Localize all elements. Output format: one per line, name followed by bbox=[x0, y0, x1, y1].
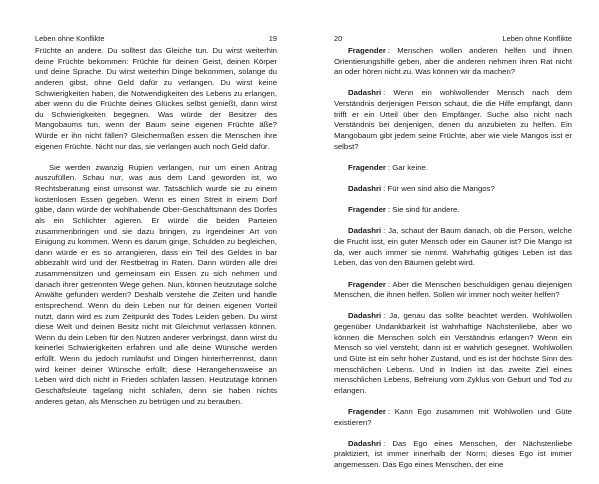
speaker-name: Dadashri bbox=[348, 88, 382, 98]
right-running-title: Leben ohne Konflikte bbox=[502, 34, 572, 43]
speaker-name: Dadashri bbox=[348, 226, 382, 236]
left-running-title: Leben ohne Konflikte bbox=[35, 34, 105, 43]
dialogue-text: Das Ego eines Menschen, der Nächstenliebe praktiziert, ist immer innerhalb der Norm; dieses Ego ist immer angemessen. Das Ego eines Menschen, der eine bbox=[334, 438, 572, 470]
dialogue-line: Fragender : Menschen wollen anderen helfen und ihnen Orientierungshilfe geben, aber die anderen nehmen ihren Rat nicht an oder hören nicht zu. Was können wir da machen? bbox=[334, 46, 572, 77]
left-page-body bbox=[35, 46, 277, 407]
dialogue-line: Dadashri : Wenn ein wohlwollender Mensch nach dem Verständnis derjenigen Person schaut, die die Hilfe empfängt, dann trifft er ein Urteil über den Empfänger. Suche also nicht nach Verständnis bei denjenigen, denen du anzubieten zu helfen. Ein Mangobaum gibt jedem seine Früchte, aber wie viele Mangos isst er selbst? bbox=[334, 88, 572, 151]
dialogue-text: Sie sind für andere. bbox=[392, 205, 460, 215]
left-paragraph-2: Sie werden zwanzig Rupien verlangen, nur um einen Antrag auszufüllen. Schau nur, was aus dem Land geworden ist, wo Rechtsberatung einst umsonst war. Tatsächlich wurde sie zu einem kostenlosen Essen gegeben. Wenn es einen Streit in einem Dorf gäbe, dann würde der wohlhabende Ober-Geschäftsmann des Dorfes als ein Schlichter agieren. Er würde die beiden Parteien zusammenbringen und sie dazu bringen, zu irgendeiner Art von Einigung zu kommen. Wenn es darum ginge, Schulden zu begleichen, dann würde er es so arrangieren, dass ein Teil des Geldes in bar abbezahlt wird und der Restbetrag in Raten. Dann würden alle drei zusammensitzen und gemeinsam ein Essen zu sich nehmen und danach ihrer getrennten Wege gehen. Nun, können heutzutage solche Anwälte gefunden werden? Deshalb verstehe die Zeiten und handle entsprechend. Wenn du dein Leben nur für deinen eigenen Vorteil nutzt, dann wird es zum Zeitpunkt des Todes Leiden geben. Du wirst diese Welt und deinen Besitz nicht mit Gleichmut verlassen können. Wenn du dein Leben für den Nutzen anderer verbringst, dann wirst du keinerlei Schwierigkeiten erfahren und alle deine Wünsche werden erfüllt. Wenn du jedoch rumläufst und Dingen hinterherrennst, dann wird keiner deiner Wünsche erfüllt; diese Herangehensweise an Leben wird dich nicht in Frieden schlafen lassen. Heutzutage können Geschäftsleute tagelang nicht schlafen, denn sie haben nichts anderes getan, als Menschen zu betrügen und zu berauben. bbox=[35, 162, 277, 406]
dialogue-text: Ja, genau das sollte beachtet werden. Wohlwollen gegenüber Undankbarkeit ist wahrhaftige Nächstenliebe, aber wo können die Menschen solch ein Verständnis erlangen? Wenn ein Mensch so viel versteht, dann ist er wahrlich gesegnet. Wohlwollen und Güte ist ein sehr hoher Zustand, und es ist der höchste Sinn des menschlichen Lebens. Und in Indien ist das zweite Ziel eines menschlichen Lebens, Befreiung vom Zyklus von Geburt und Tod zu erlangen. bbox=[334, 311, 572, 395]
dialogue-line: Dadashri : Ja, schaut der Baum danach, ob die Person, welche die Frucht isst, ein guter Mensch oder ein Gauner ist? Die Mango ist da, wer auch immer sie nimmt. Wahrhaftig gütiges Leben ist das Leben, das von den Bäumen gelebt wird. bbox=[334, 226, 573, 268]
speaker-name: Dadashri bbox=[348, 311, 382, 321]
right-page bbox=[299, 0, 599, 484]
dialogue-line: Fragender : Aber die Menschen beschuldigen genau diejenigen Menschen, die ihnen helfen. Sollen wir immer noch weiter helfen? bbox=[334, 279, 572, 300]
speaker-name: Fragender bbox=[348, 407, 386, 416]
dialogue-text: Wenn ein wohlwollender Mensch nach dem Verständnis derjenigen Person schaut, die die Hilfe empfängt, dann trifft er ein Urteil über den Empfänger. Suche also nicht nach Verständnis bei denjenigen, denen du anzubieten zu helfen. Ein Mangobaum gibt jedem seine Früchte, aber wie viele Mangos isst er selbst? bbox=[334, 88, 572, 151]
dialogue-line: Fragender : Gar keine. bbox=[348, 162, 428, 172]
dialogue-line: Dadashri : Ja, genau das sollte beachtet werden. Wohlwollen gegenüber Undankbarkeit ist wahrhaftige Nächstenliebe, aber wo können die Menschen solch ein Verständnis erlangen? Wenn ein Mensch so viel versteht, dann ist er wahrlich gesegnet. Wohlwollen und Güte ist ein sehr hoher Zustand, und es ist der höchste Sinn des menschlichen Lebens. Und in Indien ist das zweite Ziel eines menschlichen Lebens, Befreiung vom Zyklus von Geburt und Tod zu erlangen. bbox=[334, 311, 572, 395]
dialogue-line: Dadashri : Das Ego eines Menschen, der Nächstenliebe praktiziert, ist immer innerhalb der Norm; dieses Ego ist immer angemessen. Das Ego eines Menschen, der eine bbox=[334, 438, 572, 470]
left-paragraph-1: Früchte an andere. Du solltest das Gleiche tun. Du wirst weiterhin deine Früchte bekommen: Früchte für deinen Geist, deinen Körper und deine Sprache. Du wirst weiterhin Dinge bekommen, solange du anderen gibst, ohne Geld dafür zu verlangen. Du wirst keine Schwierigkeiten haben, die Notwendigkeiten des Lebens zu erlangen, aber wenn du die Früchte deines Glückes selbst genießt, dann wirst du Schwierigkeiten begegnen. Was würde der Besitzer des Mangobaums tun, wenn der Baum seine eigenen Früchte äße? Würde er ihn nicht fällen? Gleichermaßen essen die Menschen ihre eigenen Früchte. Nicht nur das, sie verlangen auch noch Geld dafür. bbox=[35, 46, 277, 151]
dialogue-line: Fragender : Sie sind für andere. bbox=[348, 205, 460, 215]
dialogue-text: Ja, schaut der Baum danach, ob die Person, welche die Frucht isst, ein guter Mensch oder ein Gauner ist? Die Mango ist da, wer auch immer sie nimmt. Wahrhaftig gütiges Leben ist das Leben, das von den Bäumen gelebt wird. bbox=[334, 226, 573, 268]
dialogue-text: Für wen sind also die Mangos? bbox=[387, 184, 495, 194]
speaker-name: Dadashri bbox=[348, 438, 382, 448]
left-page-number: 19 bbox=[268, 34, 277, 43]
dialogue-line: Dadashri : Für wen sind also die Mangos? bbox=[348, 184, 495, 194]
dialogue-text: Menschen wollen anderen helfen und ihnen Orientierungshilfe geben, aber die anderen nehmen ihren Rat nicht an oder hören nicht zu. Was können wir da machen? bbox=[334, 46, 572, 77]
speaker-name: Fragender bbox=[348, 279, 386, 289]
right-running-head bbox=[334, 34, 572, 45]
speaker-name: Fragender bbox=[348, 46, 386, 55]
right-page-body bbox=[334, 46, 572, 471]
dialogue-line: Fragender : Kann Ego zusammen mit Wohlwollen und Güte existieren? bbox=[334, 407, 572, 427]
dialogue-text: Gar keine. bbox=[392, 162, 428, 172]
right-page-number: 20 bbox=[334, 34, 343, 43]
speaker-name: Dadashri bbox=[348, 184, 382, 194]
left-page bbox=[0, 0, 299, 484]
speaker-name: Fragender bbox=[348, 162, 386, 172]
speaker-name: Fragender bbox=[348, 205, 386, 215]
left-running-head bbox=[35, 34, 277, 45]
dialogue-text: Kann Ego zusammen mit Wohlwollen und Güte existieren? bbox=[334, 407, 572, 427]
dialogue-text: Aber die Menschen beschuldigen genau diejenigen Menschen, die ihnen helfen. Sollen wir immer noch weiter helfen? bbox=[334, 279, 572, 300]
